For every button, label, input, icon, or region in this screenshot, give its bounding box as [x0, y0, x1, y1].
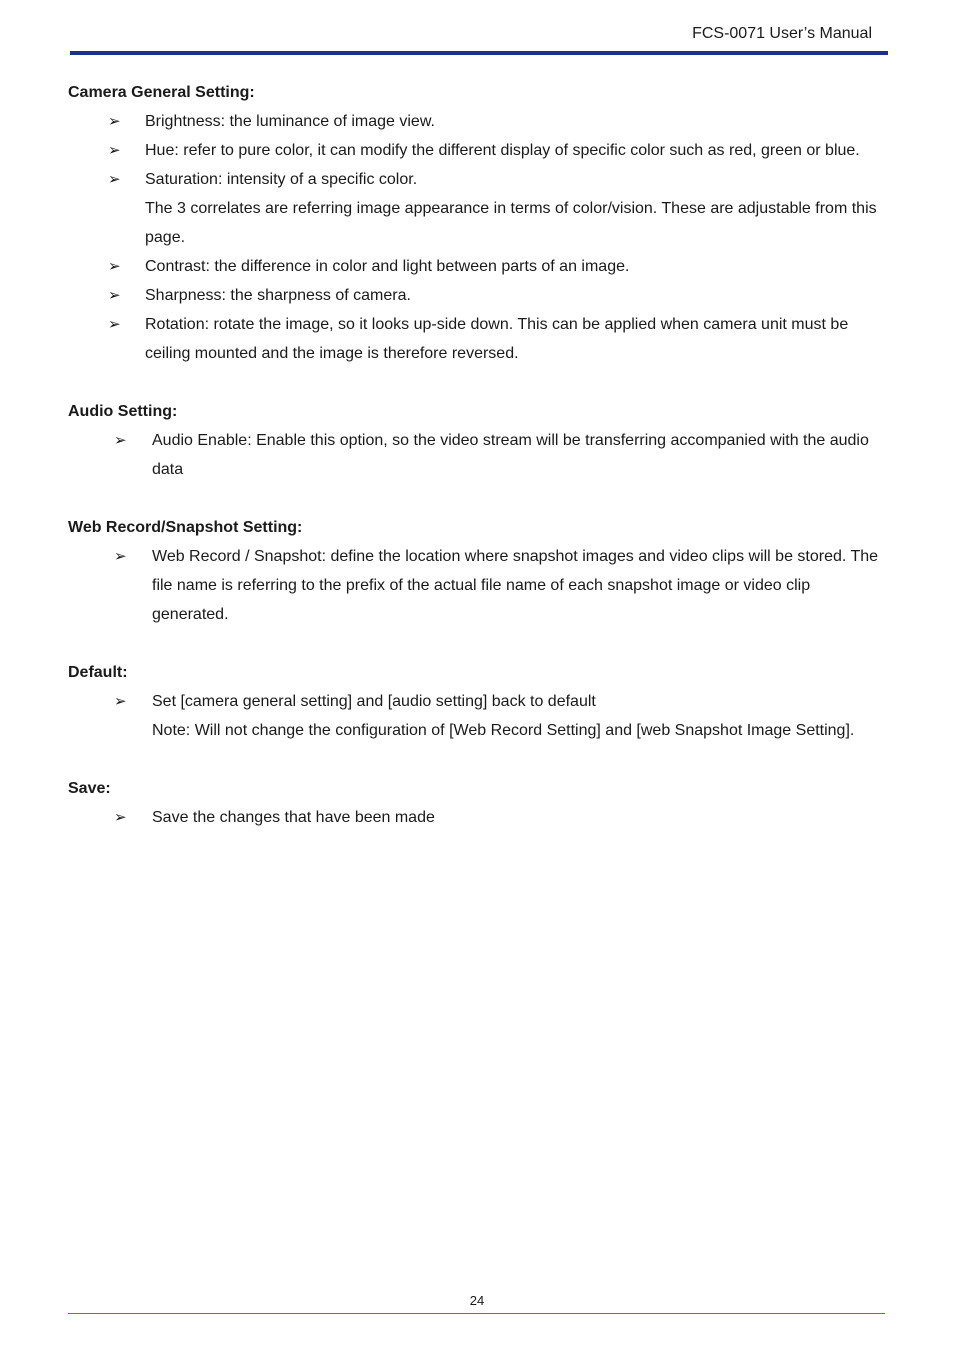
- section-default: [68, 658, 883, 745]
- bullet-text: Web Record / Snapshot: define the location where snapshot images and video clips will be stored. The file name is referring to the prefix of the actual file name of each snapshot image or video clip generated.: [152, 548, 879, 623]
- page-number: 24: [469, 1293, 485, 1308]
- section-web-record-snapshot: [68, 513, 883, 629]
- arrow-bullet-icon: ➢: [114, 693, 127, 710]
- bullet-list: [68, 803, 883, 832]
- arrow-bullet-icon: ➢: [108, 316, 121, 333]
- section-camera-general: [68, 78, 883, 368]
- bullet-text: Brightness: the luminance of image view.: [145, 113, 435, 130]
- bullet-text: Saturation: intensity of a specific color.: [145, 171, 418, 188]
- section-heading: Audio Setting:: [68, 403, 178, 420]
- list-item: [68, 542, 883, 629]
- list-item: [68, 803, 883, 832]
- footer-divider: [68, 1313, 885, 1314]
- bullet-text: Contrast: the difference in color and light between parts of an image.: [145, 258, 630, 275]
- bullet-list: [68, 687, 883, 745]
- list-item: [68, 310, 883, 368]
- arrow-bullet-icon: ➢: [108, 287, 121, 304]
- list-item: [68, 107, 883, 136]
- section-heading: Camera General Setting:: [68, 84, 255, 101]
- list-item: [68, 252, 883, 281]
- arrow-bullet-icon: ➢: [108, 113, 121, 130]
- bullet-text: Hue: refer to pure color, it can modify the different display of specific color such as red, green or blue.: [145, 142, 860, 159]
- bullet-text: Save the changes that have been made: [152, 809, 435, 826]
- bullet-text: Set [camera general setting] and [audio setting] back to default: [152, 693, 596, 710]
- page-content: [68, 78, 883, 861]
- bullet-note: The 3 correlates are referring image appearance in terms of color/vision. These are adjustable from this page.: [145, 200, 877, 246]
- arrow-bullet-icon: ➢: [108, 258, 121, 275]
- section-audio: [68, 397, 883, 484]
- bullet-list: [68, 542, 883, 629]
- bullet-text: Rotation: rotate the image, so it looks up-side down. This can be applied when camera unit must be ceiling mounted and the image is therefore reversed.: [145, 316, 849, 362]
- bullet-list: [68, 426, 883, 484]
- arrow-bullet-icon: ➢: [114, 432, 127, 449]
- bullet-note: Note: Will not change the configuration of [Web Record Setting] and [web Snapshot Image Setting].: [152, 722, 855, 739]
- arrow-bullet-icon: ➢: [114, 548, 127, 565]
- arrow-bullet-icon: ➢: [114, 809, 127, 826]
- section-heading: Save:: [68, 780, 111, 797]
- bullet-list: [68, 107, 883, 368]
- section-heading: Web Record/Snapshot Setting:: [68, 519, 303, 536]
- list-item: [68, 281, 883, 310]
- bullet-text: Audio Enable: Enable this option, so the video stream will be transferring accompanied with the audio data: [152, 432, 869, 478]
- list-item: [68, 687, 883, 745]
- arrow-bullet-icon: ➢: [108, 171, 121, 188]
- section-heading: Default:: [68, 664, 128, 681]
- header-divider: [70, 51, 888, 55]
- manual-title: FCS-0071 User’s Manual: [692, 25, 872, 42]
- arrow-bullet-icon: ➢: [108, 142, 121, 159]
- section-save: [68, 774, 883, 832]
- list-item: [68, 165, 883, 252]
- bullet-text: Sharpness: the sharpness of camera.: [145, 287, 411, 304]
- list-item: [68, 136, 883, 165]
- list-item: [68, 426, 883, 484]
